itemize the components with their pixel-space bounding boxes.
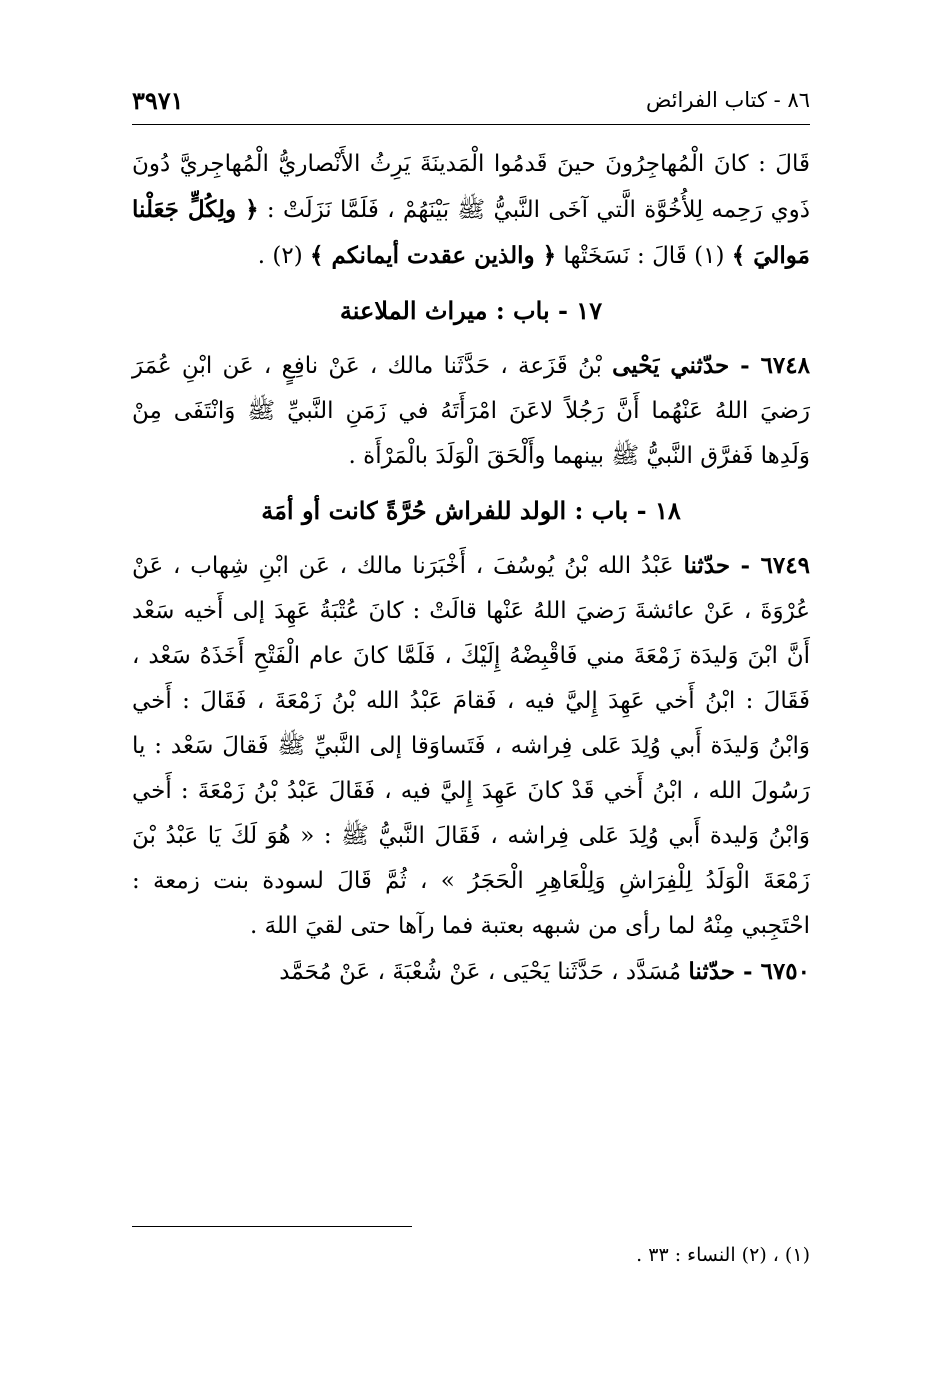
hadith-6748-text: بْنُ قَزَعة ، حَدَّثَنا مالك ، عَنْ نافِعٍ ، عَن ابْنِ عُمَرَ رَضيَ اللهُ عَنْهُما أَنَّ رَجُلاً لاعَنَ امْرَأَتَهُ في زَمَنِ النَّبيِّ ﷺ وَانْتَفَى مِنْ وَلَدِها فَفرَّق النَّبيُّ ﷺ بينهما وأَلْحَقَ الْوَلَدَ بالْمَرْأَة . [132,353,810,469]
intro-text-c: (١) قَالَ : نَسَخَتْها [556,243,732,269]
footnote: (١) ، (٢) النساء : ٣٣ . [636,1244,810,1266]
hadith-6749 [132,543,810,949]
footnote-divider [132,1226,412,1227]
page-body [132,142,810,995]
chapter-heading-18: ١٨ - باب : الولد للفراش حُرَّةً كانت أو أمَة [261,496,681,525]
hadith-6750-text: مُسَدَّد ، حَدَّثَنا يَحْيَى ، عَنْ شُعْبَةَ ، عَنْ مُحَمَّد [279,959,689,985]
intro-text-a: قَالَ : كانَ الْمُهاجِرُونَ حينَ قَدمُوا الْمَدينَةَ يَرِثُ الأَنْصاريُّ الْمُهاجِريَّ دُونَ ذَوي رَحِمه لِلأُخُوَّة الَّتي آخَى النَّبيُّ ﷺ بَيْنَهُمْ ، فَلَمَّا نَزَلَتْ : [132,151,810,223]
hadith-6748 [132,343,810,479]
chapter-heading-17: ١٧ - باب : ميراث الملاعنة [339,296,603,325]
hadith-6750-lead: ٦٧٥٠ - حدّثنا [688,958,810,985]
hadith-6750 [132,949,810,995]
intro-text-e: (٢) . [257,243,311,269]
quran-quote-2: ﴿ والذين عقدت أيمانكم ﴾ [310,242,557,269]
intro-paragraph [132,142,810,279]
book-page [132,80,810,1320]
hadith-6749-text: عَبْدُ الله بْنُ يُوسُفَ ، أَخْبَرَنا مالك ، عَن ابْنِ شِهاب ، عَنْ عُرْوَةَ ، عَنْ عائشةَ رَضيَ اللهُ عَنْها قالَتْ : كانَ عُتْبَةُ عَهِدَ إلى أَخيه سَعْد أَنَّ ابْنَ وَليدَة زَمْعَةَ مني فَاقْبِضْهُ إِلَيْكَ ، فَلَمَّا كانَ عام الْفَتْحِ أَخَذَهُ سَعْد ، فَقَالَ : ابْنُ أَخي عَهِدَ إِليَّ فيه ، فَقامَ عَبْدُ الله بْنُ زَمْعَةَ ، فَقَالَ : أَخي وَابْنُ وَليدَة أَبي وُلِدَ عَلى فِراشه ، فَتَساوَقا إلى النَّبيِّ ﷺ فَقالَ سَعْد : يا رَسُولَ الله ، ابْنُ أَخي قَدْ كانَ عَهِدَ إِليَّ فيه ، فَقَالَ عَبْدُ بْنُ زَمْعَةَ : أَخي وَابْنُ وَليدة أَبي وُلِدَ عَلى فِراشه ، فَقَالَ النَّبيُّ ﷺ : « هُوَ لَكَ يَا عَبْدُ بْنَ زَمْعَةَ الْوَلَدُ لِلْفِرَاشِ وَلِلْعَاهِرِ الْحَجَرُ » ، ثُمَّ قَالَ لسودة بنت زمعة : احْتَجِبي مِنْهُ لما رأى من شبهه بعتبة فما رآها حتى لقيَ اللهَ . [132,553,810,939]
chapter-title: ٨٦ - كتاب الفرائض [645,88,810,112]
page-number: ٣٩٧١ [132,86,184,115]
hadith-6749-lead: ٦٧٤٩ - حدّثنا [683,552,810,579]
hadith-6748-lead: ٦٧٤٨ - حدّثني يَحْيى [612,352,810,379]
header-divider [132,124,810,125]
page-header [132,88,810,118]
quran-quote-1: ﴿ ولِكُلٍّ جَعَلْنا مَواليَ ﴾ [132,196,810,269]
